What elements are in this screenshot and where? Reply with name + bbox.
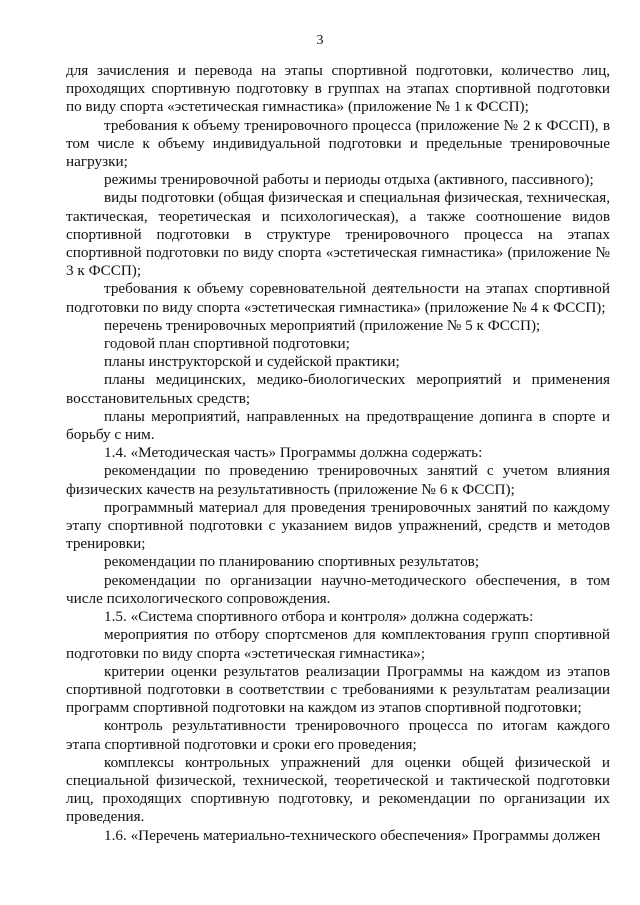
paragraph: 1.5. «Система спортивного отбора и контроля» должна содержать: bbox=[104, 608, 534, 626]
paragraph: планы инструкторской и судейской практики; bbox=[104, 353, 400, 371]
paragraph: рекомендации по организации научно-методического обеспечения, в том числе психологического сопровождения. bbox=[66, 571, 610, 607]
paragraph: перечень тренировочных мероприятий (приложение № 5 к ФССП); bbox=[104, 316, 541, 334]
paragraph: рекомендации по планированию спортивных результатов; bbox=[104, 553, 480, 571]
paragraph: планы медицинских, медико-биологических мероприятий и применения восстановительных средств; bbox=[66, 371, 610, 407]
paragraph: требования к объему тренировочного процесса (приложение № 2 к ФССП), в том числе к объему индивидуальной подготовки и предельные тренировочные нагрузки; bbox=[66, 116, 610, 171]
paragraph: программный материал для проведения тренировочных занятий по каждому этапу спортивной подготовки с указанием видов упражнений, средств и методов тренировки; bbox=[66, 498, 610, 553]
paragraph: контроль результативности тренировочного процесса по итогам каждого этапа спортивной подготовки и сроки его проведения; bbox=[66, 717, 610, 753]
paragraph: 1.6. «Перечень материально-технического обеспечения» Программы должен bbox=[104, 826, 601, 844]
paragraph: критерии оценки результатов реализации Программы на каждом из этапов спортивной подготовки в соответствии с требованиями к результатам реализации программ спортивной подготовки на каждом из этапов спортивной подготовки; bbox=[66, 662, 610, 717]
paragraph: требования к объему соревновательной деятельности на этапах спортивной подготовки по виду спорта «эстетическая гимнастика» (приложение № 4 к ФССП); bbox=[66, 280, 610, 316]
paragraph: виды подготовки (общая физическая и специальная физическая, техническая, тактическая, теоретическая и психологическая), а также соотношение видов спортивной подготовки в структуре тренировочного процесса на этапах спортивной подготовки по виду спорта «эстетическая гимнастика» (приложение № 3 к ФССП); bbox=[66, 189, 610, 280]
paragraph: комплексы контрольных упражнений для оценки общей физической и специальной физической, технической, теоретической и тактической подготовки лиц, проходящих спортивную подготовку, и рекомендации по организации их проведения. bbox=[66, 753, 610, 826]
paragraph: 1.4. «Методическая часть» Программы должна содержать: bbox=[104, 444, 483, 462]
paragraph: для зачисления и перевода на этапы спортивной подготовки, количество лиц, проходящих спортивную подготовку в группах на этапах спортивной подготовки по виду спорта «эстетическая гимнастика» (приложение № 1 к ФССП); bbox=[66, 62, 610, 116]
paragraph: мероприятия по отбору спортсменов для комплектования групп спортивной подготовки по виду спорта «эстетическая гимнастика»; bbox=[66, 626, 610, 662]
paragraph: годовой план спортивной подготовки; bbox=[104, 335, 350, 353]
paragraph: планы мероприятий, направленных на предотвращение допинга в спорте и борьбу с ним. bbox=[66, 407, 610, 444]
body-text bbox=[66, 62, 610, 845]
page-number: 3 bbox=[316, 33, 324, 48]
paragraph: режимы тренировочной работы и периоды отдыха (активного, пассивного); bbox=[104, 171, 594, 189]
paragraph: рекомендации по проведению тренировочных занятий с учетом влияния физических качеств на результативность (приложение № 6 к ФССП); bbox=[66, 462, 610, 498]
